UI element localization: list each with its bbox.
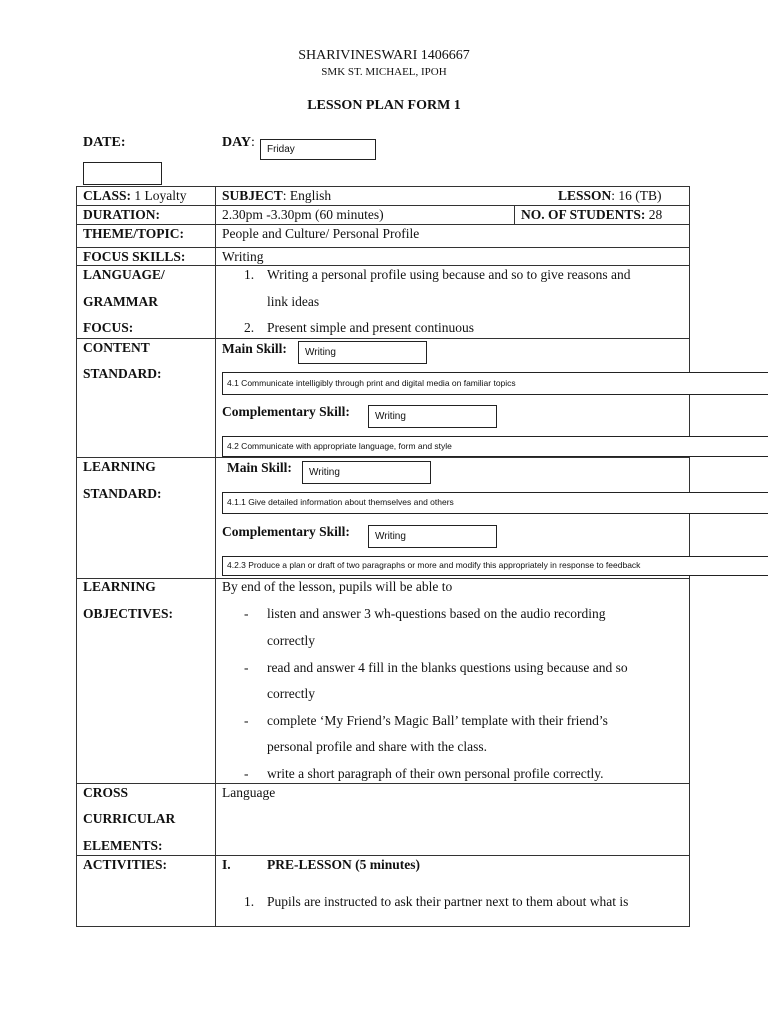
day-colon: :: [251, 135, 255, 150]
students-label: NO. OF STUDENTS:: [521, 207, 646, 222]
objective-4: write a short paragraph of their own personal profile correctly.: [267, 766, 604, 781]
activity-item-number: 1.: [244, 894, 255, 909]
class-label: CLASS:: [83, 188, 132, 203]
objectives-label-1: LEARNING: [83, 579, 156, 594]
activity-item: Pupils are instructed to ask their partner next to them about what is: [267, 894, 629, 909]
lang-item-1-line-2: link ideas: [267, 294, 320, 309]
subject-cell: [222, 188, 331, 204]
subject-value: : English: [282, 188, 332, 203]
learning-main-skill-description[interactable]: 4.1.1 Give detailed information about themselves and others: [222, 492, 768, 514]
objective-4-bullet: -: [244, 766, 249, 781]
activities-label: ACTIVITIES:: [83, 857, 168, 872]
lang-item-1-line-1: Writing a personal profile using because and so to give reasons and: [267, 267, 631, 282]
content-main-skill-label: Main Skill:: [222, 341, 287, 356]
learning-comp-skill-description[interactable]: 4.2.3 Produce a plan or draft of two paragraphs or more and modify this appropriately in response to feedback: [222, 556, 768, 576]
lesson-cell: [558, 188, 662, 204]
objective-1-bullet: -: [244, 606, 249, 621]
activity-section-number: I.: [222, 857, 231, 872]
language-label: LANGUAGE/: [83, 267, 165, 282]
content-comp-skill-label: Complementary Skill:: [222, 404, 350, 419]
students-cell: [521, 207, 662, 223]
duration-label: DURATION:: [83, 207, 160, 222]
focus-label-2: FOCUS:: [83, 320, 134, 335]
content-label: CONTENT: [83, 340, 150, 355]
focus-label: FOCUS SKILLS:: [83, 249, 186, 264]
date-label: DATE:: [83, 135, 126, 150]
objective-2-line-2: correctly: [267, 686, 315, 701]
grammar-label: GRAMMAR: [83, 294, 158, 309]
class-value: 1 Loyalty: [131, 188, 187, 203]
learning-comp-skill-field[interactable]: Writing: [368, 525, 497, 548]
learning-comp-skill-label: Complementary Skill:: [222, 524, 350, 539]
objective-2-bullet: -: [244, 660, 249, 675]
duration-value: 2.30pm -3.30pm (60 minutes): [222, 207, 384, 222]
students-value: 28: [645, 207, 663, 222]
lesson-label: LESSON: [558, 188, 612, 203]
objective-2-line-1: read and answer 4 fill in the blanks questions using because and so: [267, 660, 628, 675]
cross-label-1: CROSS: [83, 785, 129, 800]
standard-label: STANDARD:: [83, 366, 162, 381]
class-cell: [83, 188, 187, 204]
lang-item-2-number: 2.: [244, 320, 255, 335]
lang-item-1-number: 1.: [244, 267, 255, 282]
theme-value: People and Culture/ Personal Profile: [222, 226, 420, 241]
content-main-skill-field[interactable]: Writing: [298, 341, 427, 364]
school-name: SMK ST. MICHAEL, IPOH: [321, 66, 447, 78]
content-main-skill-description[interactable]: 4.1 Communicate intelligibly through print and digital media on familiar topics: [222, 372, 768, 395]
content-comp-skill-field[interactable]: Writing: [368, 405, 497, 428]
day-field[interactable]: Friday: [260, 139, 376, 160]
objective-3-line-1: complete ‘My Friend’s Magic Ball’ template with their friend’s: [267, 713, 608, 728]
content-comp-skill-description[interactable]: 4.2 Communicate with appropriate language, form and style: [222, 436, 768, 457]
cross-value: Language: [222, 785, 276, 800]
author-name: SHARIVINESWARI 1406667: [298, 48, 470, 63]
learning-standard-label-1: LEARNING: [83, 459, 156, 474]
day-label: DAY: [222, 135, 252, 150]
objective-1-line-1: listen and answer 3 wh-questions based on the audio recording: [267, 606, 606, 621]
subject-label: SUBJECT: [222, 188, 283, 203]
learning-main-skill-field[interactable]: Writing: [302, 461, 431, 484]
lesson-value: : 16 (TB): [611, 188, 662, 203]
objective-3-bullet: -: [244, 713, 249, 728]
focus-value: Writing: [222, 249, 264, 264]
learning-main-skill-label: Main Skill:: [227, 460, 292, 475]
lang-item-2: Present simple and present continuous: [267, 320, 474, 335]
objectives-intro: By end of the lesson, pupils will be able to: [222, 579, 453, 594]
cross-label-2: CURRICULAR: [83, 811, 176, 826]
cross-label-3: ELEMENTS:: [83, 838, 163, 853]
objective-1-line-2: correctly: [267, 633, 315, 648]
objectives-label-2: OBJECTIVES:: [83, 606, 174, 621]
activity-section-title: PRE-LESSON (5 minutes): [267, 857, 421, 872]
date-field[interactable]: [83, 162, 162, 185]
learning-standard-label-2: STANDARD:: [83, 486, 162, 501]
theme-label: THEME/TOPIC:: [83, 226, 185, 241]
page-title: LESSON PLAN FORM 1: [307, 98, 461, 113]
day-label-group: [222, 135, 255, 151]
objective-3-line-2: personal profile and share with the class.: [267, 739, 488, 754]
